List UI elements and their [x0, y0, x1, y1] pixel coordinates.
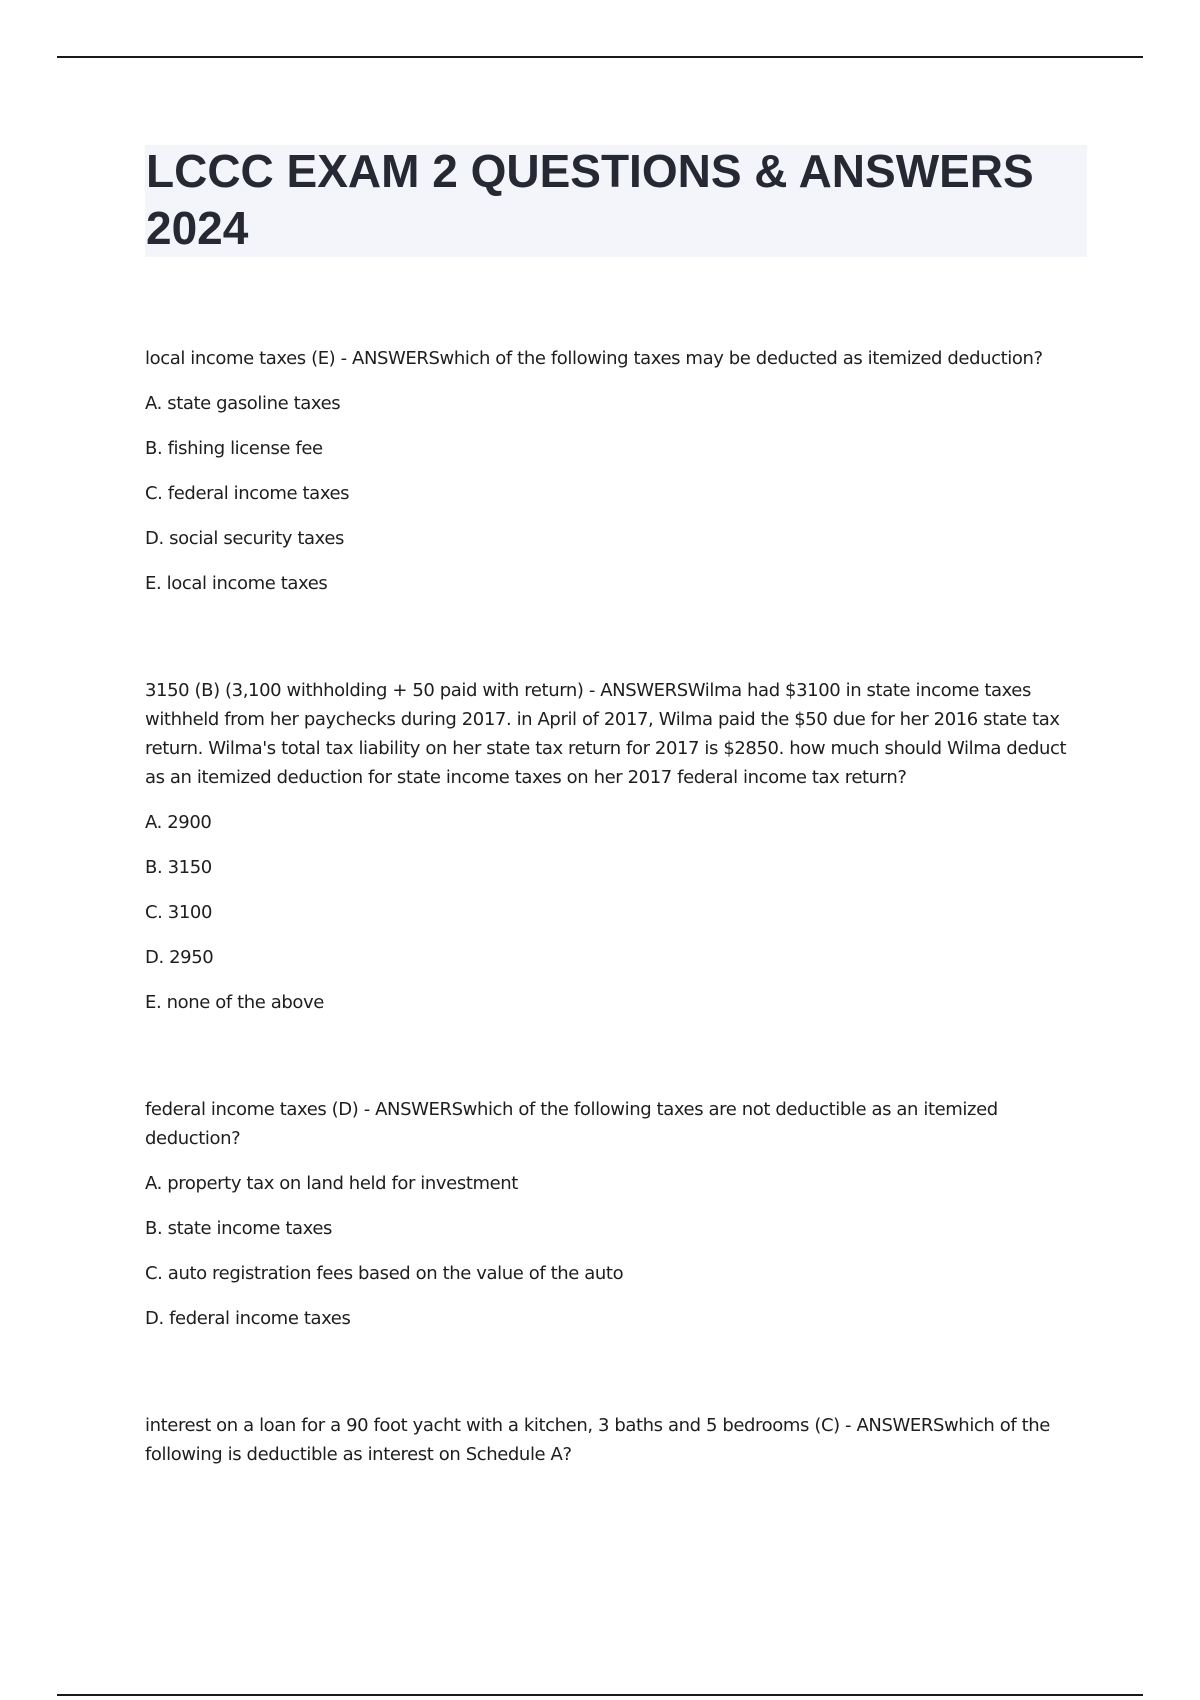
option-item: C. auto registration fees based on the value of the auto — [145, 1263, 624, 1284]
question-block — [145, 1095, 1080, 1349]
question-text: federal income taxes (D) - ANSWERSwhich of the following taxes are not deductible as an itemized deduction? — [145, 1099, 998, 1149]
option-item: A. property tax on land held for investment — [145, 1173, 518, 1194]
question-text: interest on a loan for a 90 foot yacht with a kitchen, 3 baths and 5 bedrooms (C) - ANSWERSwhich of the following is deductible as interest on Schedule A? — [145, 1415, 1050, 1465]
bottom-rule — [57, 1694, 1143, 1696]
question-text: local income taxes (E) - ANSWERSwhich of the following taxes may be deducted as itemized deduction? — [145, 348, 1043, 369]
option-item: E. local income taxes — [145, 573, 328, 594]
option-item: E. none of the above — [145, 992, 324, 1013]
question-block — [145, 344, 1080, 614]
option-item: B. fishing license fee — [145, 438, 323, 459]
option-item: D. federal income taxes — [145, 1308, 351, 1329]
document-body — [145, 344, 1080, 1531]
option-list — [145, 808, 1080, 1033]
option-list — [145, 1169, 1080, 1349]
top-rule — [57, 56, 1143, 58]
question-block — [145, 1411, 1080, 1469]
document-title: LCCC EXAM 2 QUESTIONS & ANSWERS 2024 — [146, 145, 1034, 254]
question-text: 3150 (B) (3,100 withholding + 50 paid with return) - ANSWERSWilma had $3100 in state income taxes withheld from her paychecks during 2017. in April of 2017, Wilma paid the $50 due for her 2016 state tax return. Wilma's total tax liability on her state tax return for 2017 is $2850. how much should Wilma deduct as an itemized deduction for state income taxes on her 2017 federal income tax return? — [145, 680, 1067, 788]
option-item: A. 2900 — [145, 812, 212, 833]
option-item: B. state income taxes — [145, 1218, 332, 1239]
option-item: D. 2950 — [145, 947, 214, 968]
option-item: C. 3100 — [145, 902, 213, 923]
question-block — [145, 676, 1080, 1033]
option-item: C. federal income taxes — [145, 483, 350, 504]
option-item: B. 3150 — [145, 857, 212, 878]
option-list — [145, 389, 1080, 614]
option-item: A. state gasoline taxes — [145, 393, 341, 414]
option-item: D. social security taxes — [145, 528, 344, 549]
